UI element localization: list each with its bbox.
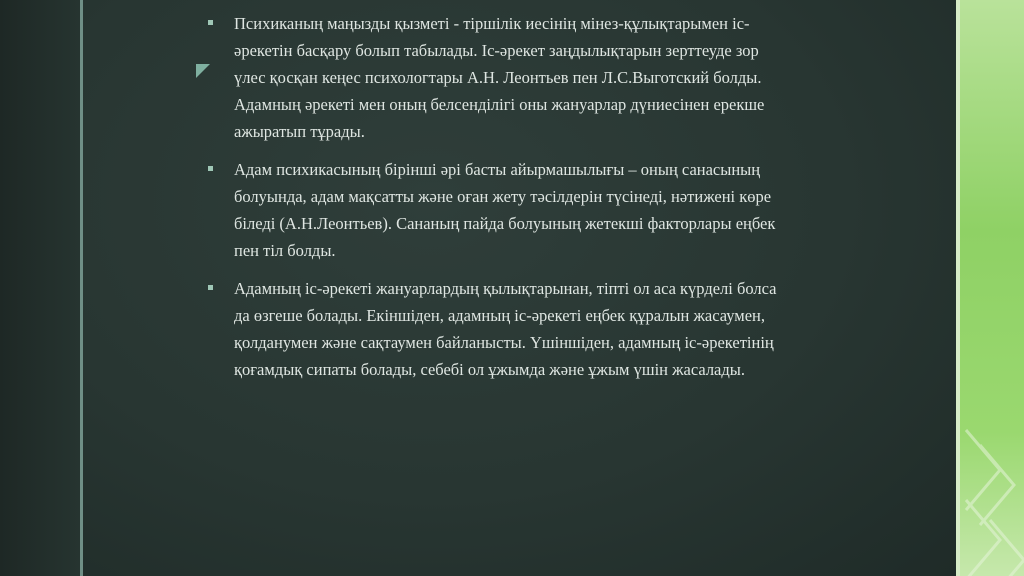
bullet-line: Адам психикасының бірінші әрі басты айырмашылығы – оның санасының [234,160,761,179]
left-panel [0,0,80,576]
bullet-line: қоғамдық сипаты болады, себебі ол ұжымда және ұжым үшін жасалады. [234,360,745,379]
right-accent-panel [960,0,1024,576]
bullet-marker-icon [208,20,213,25]
bullet-line: әрекетін басқару болып табылады. Іс-әрекет заңдылықтарын зерттеуде зор [234,41,759,60]
bullet-item [206,10,838,145]
bullet-line: қолданумен және сақтаумен байланысты. Үшіншіден, адамның іс-әрекетінің [234,333,774,352]
chevron-pattern-icon [960,0,1024,576]
bullet-line: Психиканың маңызды қызметі - тіршілік иесінің мінез-құлықтарымен іс- [234,14,750,33]
bullet-line: Адамның әрекеті мен оның белсенділігі оны жануарлар дүниесінен ерекше [234,95,765,114]
bullet-item [206,156,838,264]
bullet-line: ажыратып тұрады. [234,122,365,141]
bullet-line: да өзгеше болады. Екіншіден, адамның іс-әрекеті еңбек құралын жасаумен, [234,306,765,325]
bullet-line: біледі (А.Н.Леонтьев). Сананың пайда болуының жетекші факторлары еңбек [234,214,776,233]
bullet-marker-icon [208,166,213,171]
bullet-item [206,275,838,383]
bullet-line: үлес қосқан кеңес психологтары А.Н. Леонтьев пен Л.С.Выготский болды. [234,68,762,87]
bullet-marker-icon [208,285,213,290]
bullet-list [206,10,838,394]
bullet-line: болуында, адам мақсатты және оған жету тәсілдерін түсінеді, нәтижені көре [234,187,772,206]
bullet-line: Адамның іс-әрекеті жануарлардың қылықтарынан, тіпті ол аса күрделі болса [234,279,777,298]
bullet-line: пен тіл болды. [234,241,336,260]
